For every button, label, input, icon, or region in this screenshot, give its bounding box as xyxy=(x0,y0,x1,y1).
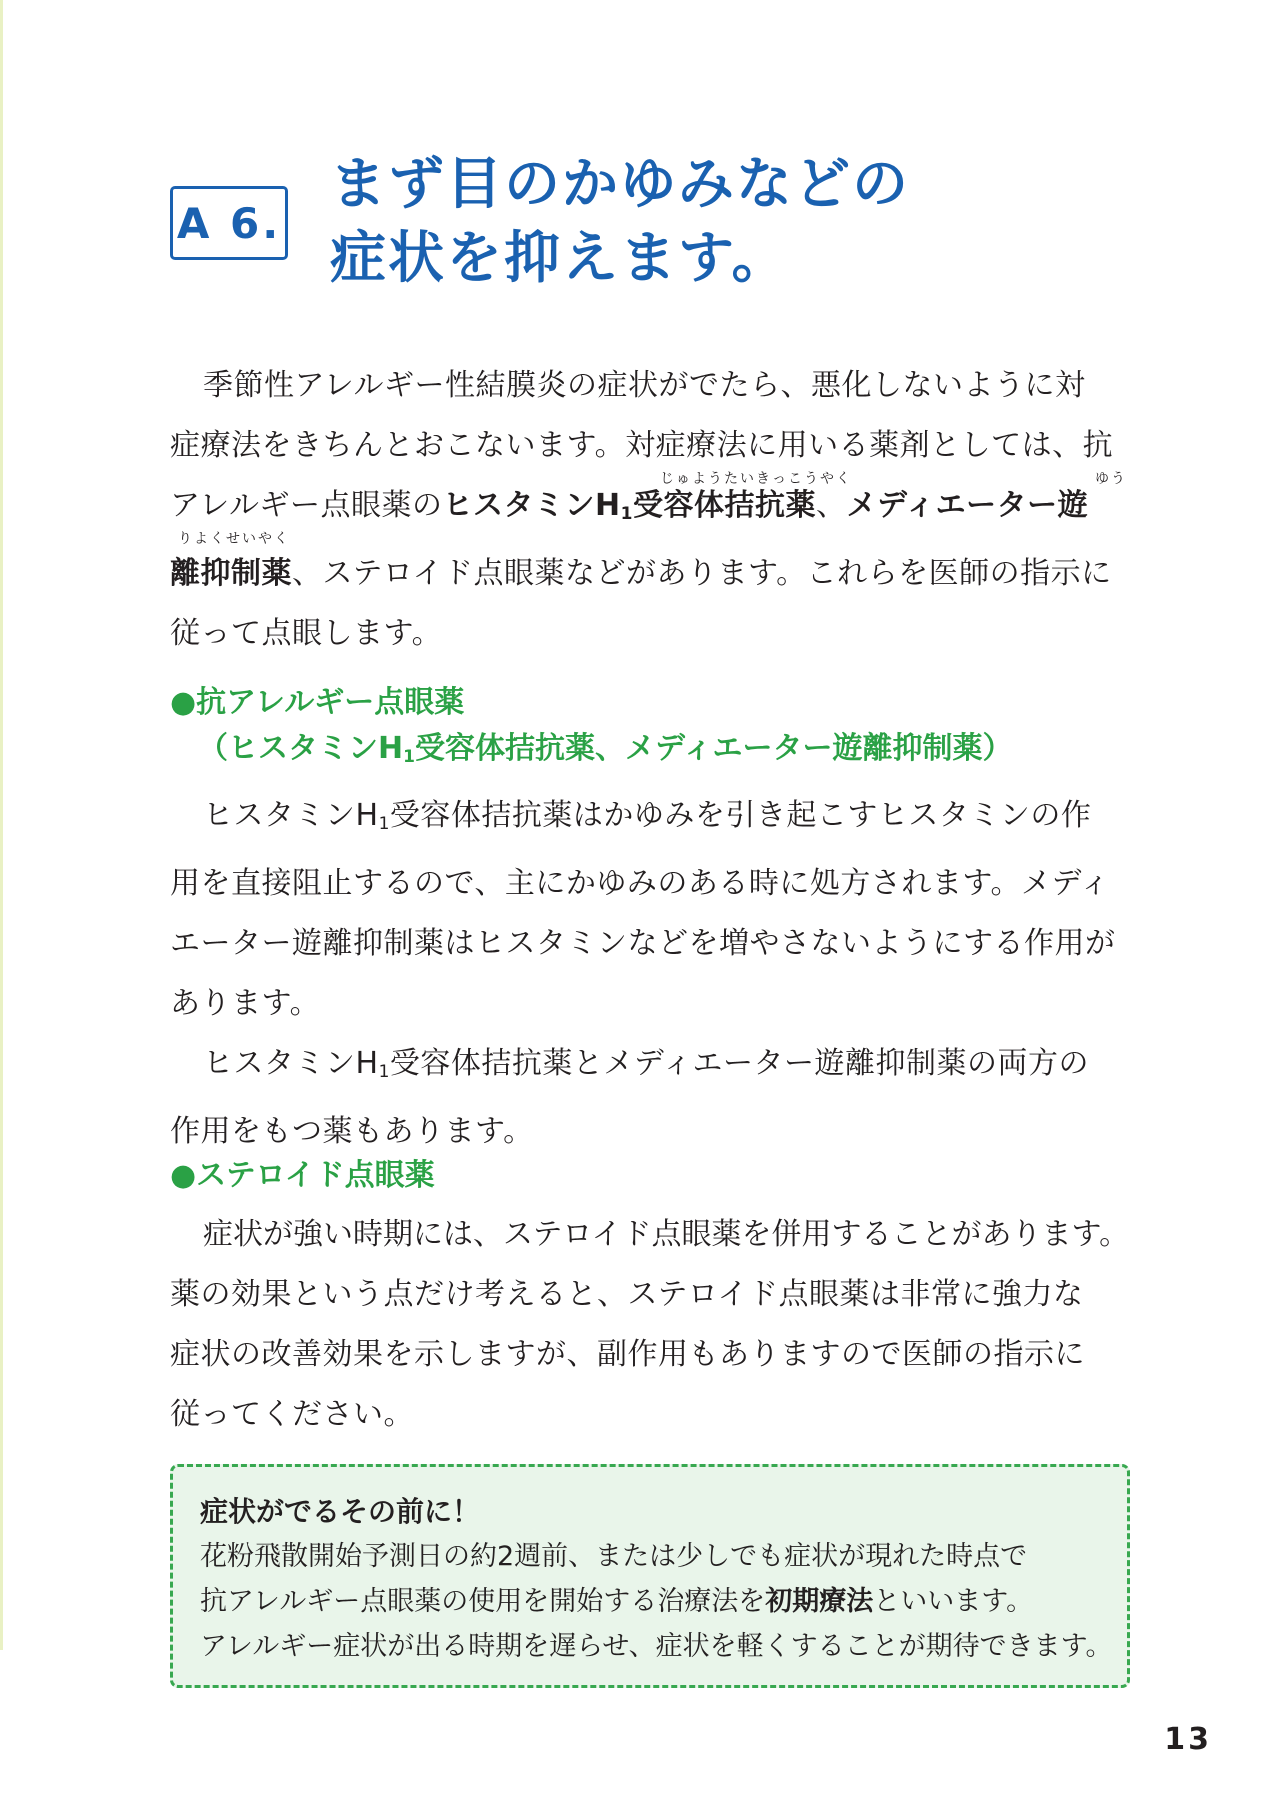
note-text: といいます。 xyxy=(873,1586,1034,1617)
term-receptor-antagonist: 受容体拮抗薬 xyxy=(633,488,817,523)
furigana-yuu: ゆう xyxy=(1095,471,1127,487)
note-line-2 xyxy=(200,1579,1101,1624)
note-line-3: アレルギー症状が出る時期を遅らせ、症状を軽くすることが期待できます。 xyxy=(200,1631,1113,1662)
intro-line-4 xyxy=(170,544,1130,604)
answer-number-badge: A 6. xyxy=(170,186,288,260)
steroid-line-3: 症状の改善効果を示しますが、副作用もありますので医師の指示に xyxy=(170,1337,1085,1372)
intro-text: アレルギー点眼薬の xyxy=(170,488,443,523)
comma: 、 xyxy=(816,488,847,523)
section-antiallergy xyxy=(170,680,1130,1162)
intro-paragraph xyxy=(170,356,1130,664)
section-heading-antiallergy: ●抗アレルギー点眼薬 xyxy=(170,685,465,720)
para-histamine-line-3: エーター遊離抑制薬はヒスタミンなどを増やさないようにする作用が xyxy=(170,926,1116,961)
term-mediator-release: メディエーター遊 xyxy=(846,488,1089,523)
section-steroid xyxy=(170,1153,1130,1445)
steroid-line-4: 従ってください。 xyxy=(170,1397,414,1432)
steroid-line-1: 症状が強い時期には、ステロイド点眼薬を併用することがあります。 xyxy=(203,1217,1130,1252)
page-title xyxy=(330,148,1130,296)
early-therapy-note-box xyxy=(170,1464,1130,1688)
term-mediator-release-cont: 離抑制薬 xyxy=(170,556,292,591)
term-histamine: ヒスタミンH xyxy=(442,488,621,523)
note-title: 症状がでるその前に！ xyxy=(200,1495,481,1528)
note-line-1: 花粉飛散開始予測日の約2週前、または少しでも症状が現れた時点で xyxy=(200,1541,1028,1572)
para-histamine-line-1 xyxy=(170,786,1130,854)
subheading-text: 受容体拮抗薬、メディエーター遊離抑制薬） xyxy=(414,731,1013,766)
section-subheading xyxy=(170,726,1130,780)
para-histamine-line-2: 用を直接阻止するので、主にかゆみのある時に処方されます。メディ xyxy=(170,866,1111,901)
para-text: 受容体拮抗薬はかゆみを引き起こすヒスタミンの作 xyxy=(389,798,1092,833)
intro-line-3 xyxy=(170,476,1130,544)
title-line-2: 症状を抑えます。 xyxy=(330,226,790,291)
subscript: 1 xyxy=(378,814,390,834)
steroid-line-2: 薬の効果という点だけ考えると、ステロイド点眼薬は非常に強力な xyxy=(170,1277,1084,1312)
furigana-juyoutai: じゅようたいきっこうやく xyxy=(660,471,852,487)
page-number: 13 xyxy=(1164,1722,1212,1757)
intro-text: 、ステロイド点眼薬などがあります。これらを医師の指示に xyxy=(292,556,1112,591)
intro-line-2: 症療法をきちんとおこないます。対症療法に用いる薬剤としては、抗 xyxy=(170,428,1114,463)
term-early-therapy: 初期療法 xyxy=(765,1586,874,1617)
para-both-line-1 xyxy=(170,1034,1130,1102)
subheading-text: （ヒスタミンH xyxy=(198,731,404,766)
intro-line-5: 従って点眼します。 xyxy=(170,616,443,651)
page-edge-strip xyxy=(0,0,3,1650)
para-text: 受容体拮抗薬とメディエーター遊離抑制薬の両方の xyxy=(389,1046,1089,1081)
para-text: ヒスタミンH xyxy=(203,798,379,833)
subscript: 1 xyxy=(620,504,634,524)
para-both-line-2: 作用をもつ薬もあります。 xyxy=(170,1114,534,1149)
furigana-riyokuseiyaku: りよくせいやく xyxy=(178,531,290,547)
subscript: 1 xyxy=(403,747,415,767)
title-line-1: まず目のかゆみなどの xyxy=(330,152,910,217)
para-histamine-line-4: あります。 xyxy=(170,986,321,1021)
intro-line-1: 季節性アレルギー性結膜炎の症状がでたら、悪化しないように対 xyxy=(203,368,1086,403)
section-heading-steroid: ●ステロイド点眼薬 xyxy=(170,1158,435,1193)
subscript: 1 xyxy=(378,1062,390,1082)
para-text: ヒスタミンH xyxy=(203,1046,379,1081)
note-text: 抗アレルギー点眼薬の使用を開始する治療法を xyxy=(200,1586,766,1617)
